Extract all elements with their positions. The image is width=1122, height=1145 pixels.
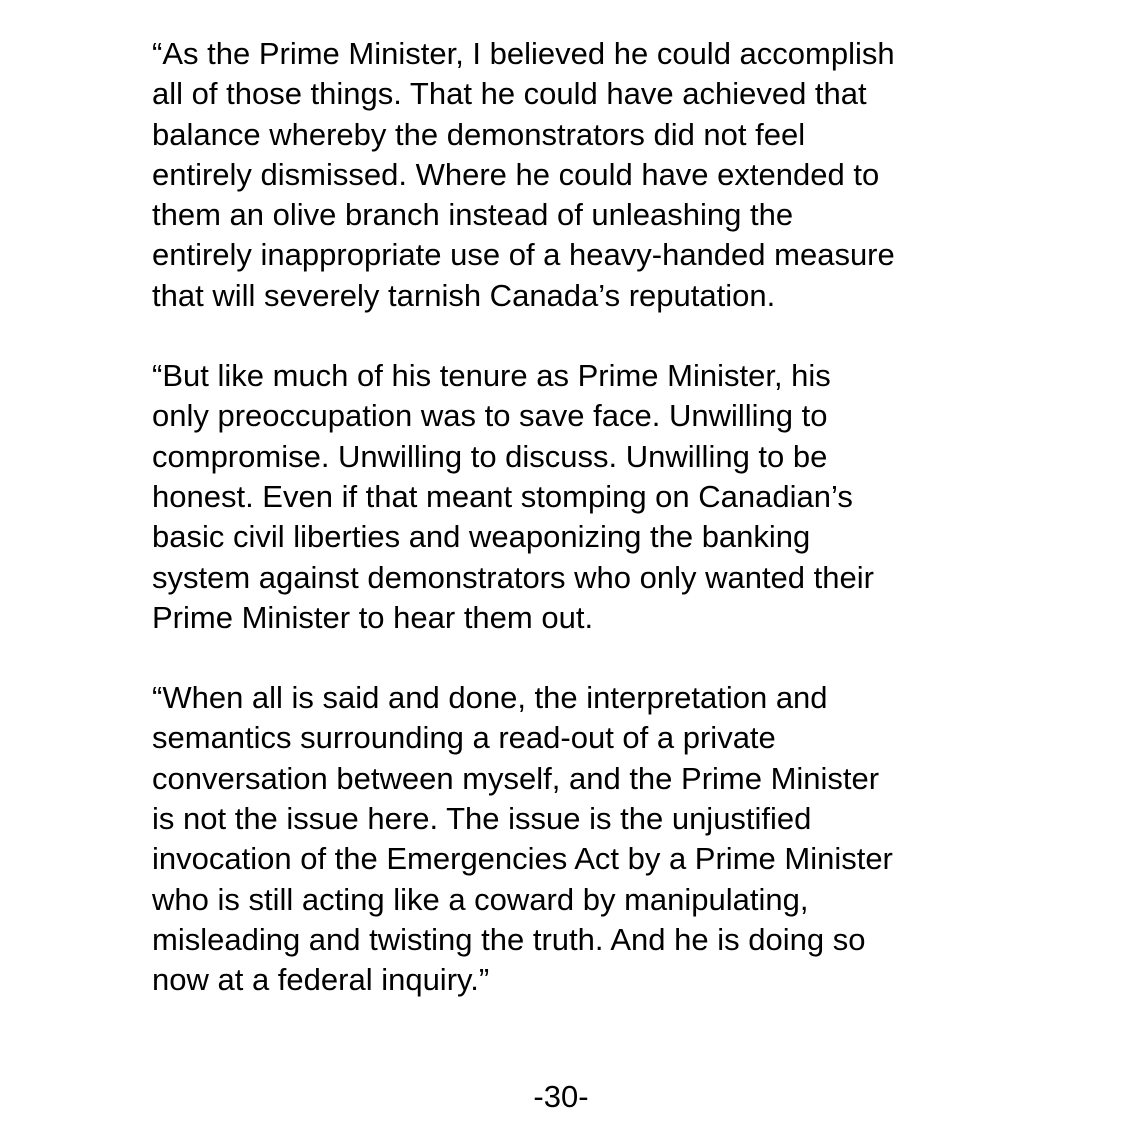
paragraph-line: “But like much of his tenure as Prime Minister, his — [152, 358, 831, 394]
paragraph-line: invocation of the Emergencies Act by a Prime Minister — [152, 841, 893, 877]
paragraph-line: semantics surrounding a read-out of a private — [152, 720, 776, 756]
paragraph-line: “As the Prime Minister, I believed he could accomplish — [152, 36, 895, 71]
paragraph-line: now at a federal inquiry.” — [152, 962, 490, 998]
statement-body — [152, 34, 1012, 1041]
paragraph-line: system against demonstrators who only wanted their — [152, 559, 874, 595]
paragraph-line: basic civil liberties and weaponizing the banking — [152, 519, 811, 555]
paragraph-line: honest. Even if that meant stomping on Canadian’s — [152, 478, 853, 514]
paragraph-line: only preoccupation was to save face. Unwilling to — [152, 398, 828, 434]
paragraph-line: conversation between myself, and the Prime Minister — [152, 760, 880, 796]
paragraph-line: “When all is said and done, the interpretation and — [152, 680, 828, 716]
quote-paragraph — [152, 356, 1012, 638]
paragraph-line: entirely dismissed. Where he could have extended to — [152, 156, 880, 192]
paragraph-line: compromise. Unwilling to discuss. Unwilling to be — [152, 438, 828, 474]
paragraph-line: Prime Minister to hear them out. — [152, 599, 594, 635]
paragraph-line: misleading and twisting the truth. And he is doing so — [152, 921, 866, 957]
end-of-release-mark: -30- — [533, 1079, 589, 1114]
paragraph-line: that will severely tarnish Canada’s reputation. — [152, 277, 776, 313]
paragraph-line: them an olive branch instead of unleashing the — [152, 197, 794, 233]
quote-paragraph — [152, 34, 1012, 316]
paragraph-line: who is still acting like a coward by manipulating, — [152, 881, 809, 917]
paragraph-line: all of those things. That he could have achieved that — [152, 76, 867, 112]
paragraph-line: entirely inappropriate use of a heavy-handed measure — [152, 237, 895, 273]
quote-paragraph — [152, 678, 1012, 1000]
paragraph-line: balance whereby the demonstrators did not feel — [152, 116, 806, 152]
paragraph-line: is not the issue here. The issue is the unjustified — [152, 801, 812, 837]
